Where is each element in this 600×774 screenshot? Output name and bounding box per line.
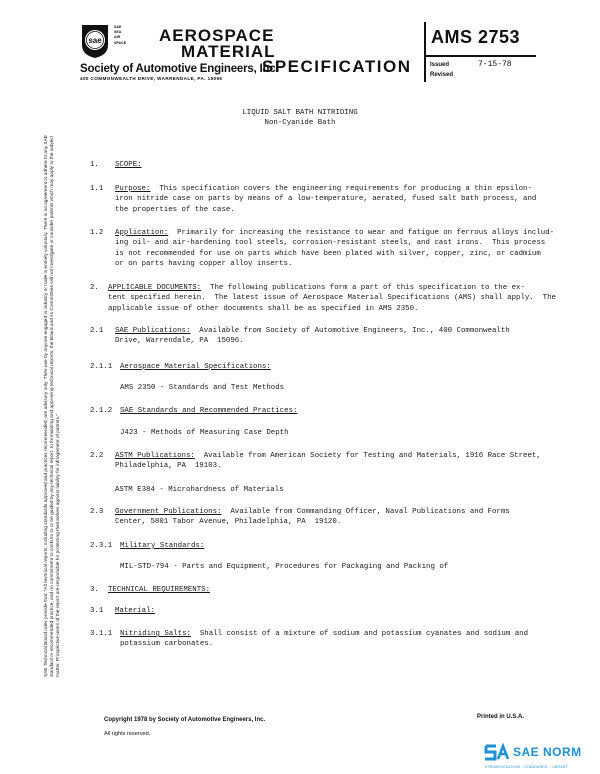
section-heading: APPLICABLE DOCUMENTS: <box>108 284 202 292</box>
rights-notice: All rights reserved. <box>104 731 151 737</box>
watermark-subtext: STRUMENTAZIONE - STANDARDS - LIBRARY <box>485 765 569 769</box>
paragraph-line: Available from Society of Automotive Engineers, Inc., 400 Commonwealth <box>199 327 510 335</box>
paragraph-line: iron nitride case on parts by means of a low-temperature, aerated, fused salt bath process, and <box>115 195 537 204</box>
reference-item: ASTM E384 - Microhardness of Materials <box>115 486 284 494</box>
section-heading: SAE Publications: <box>115 327 191 335</box>
section-paragraph <box>115 507 510 517</box>
logo-word: SPACE <box>114 40 127 45</box>
spec-number: AMS 2753 <box>431 27 521 47</box>
logo-word: SEA <box>114 30 122 35</box>
section-number: 2.3 <box>90 508 104 516</box>
paragraph-line: The following publications form a part of this specification to the ex- <box>210 284 525 292</box>
section-heading: ASTM Publications: <box>115 452 195 460</box>
logo-word: SAE <box>114 25 122 29</box>
logo-words <box>114 25 126 46</box>
title-specification: SPECIFICATION <box>262 57 412 76</box>
paragraph-line: Available from American Society for Testing and Materials, 1916 Race Street, <box>203 452 541 460</box>
section-heading: Nitriding Salts: <box>120 630 191 638</box>
section-number: 2.1 <box>90 327 104 335</box>
section-heading: Application: <box>115 229 169 237</box>
section-heading: Government Publications: <box>115 508 222 516</box>
paragraph-line: Drive, Warrendale, PA 15096. <box>115 337 244 346</box>
printed-notice: Printed in U.S.A. <box>477 714 525 720</box>
revised-label: Revised <box>430 72 454 78</box>
watermark-logo-icon <box>484 742 512 764</box>
section-paragraph <box>115 184 532 194</box>
paragraph-line: ing oil- and air-hardening tool steels, corrosion-resistant steels, and cast irons. This process <box>115 239 546 248</box>
section-number: 2.1.1 <box>90 363 113 371</box>
section-paragraph <box>115 228 554 238</box>
title-material: MATERIAL <box>181 42 276 61</box>
section-paragraph <box>108 283 525 293</box>
sae-logo <box>80 23 110 59</box>
svg-text:sae: sae <box>88 36 102 45</box>
section-paragraph <box>115 326 510 336</box>
section-number: 2. <box>90 284 99 292</box>
paragraph-line: Primarily for increasing the resistance to wear and fatigue on ferrous alloys includ- <box>177 229 555 237</box>
copyright-notice: Copyright 1978 by Society of Automotive Engineers, Inc. <box>104 717 266 723</box>
reference-item: AMS 2350 - Standards and Test Methods <box>120 384 285 392</box>
section-number: 1.2 <box>90 229 104 237</box>
section-number: 2.3.1 <box>90 542 113 550</box>
logo-word: AIR <box>114 35 121 40</box>
issued-date: 7-15-78 <box>478 60 512 69</box>
paragraph-line: Shall consist of a mixture of sodium and potassium cyanates and sodium and <box>199 630 529 638</box>
paragraph-line: potassium carbonates. <box>120 640 214 649</box>
section-heading: SAE Standards and Recommended Practices: <box>120 407 298 415</box>
doc-title: LIQUID SALT BATH NITRIDING <box>242 109 358 117</box>
paragraph-line: applicable issue of other documents shall be as specified in AMS 2350. <box>108 304 419 313</box>
section-heading: SCOPE: <box>115 161 142 169</box>
section-heading: Military Standards: <box>120 542 205 550</box>
paragraph-line: Philadelphia, PA 19103. <box>115 462 222 471</box>
section-number: 2.2 <box>90 452 104 460</box>
society-name: Society of Automotive Engineers, Inc. <box>80 63 279 75</box>
section-heading: Material: <box>115 607 155 615</box>
section-number: 1.1 <box>90 185 104 193</box>
paragraph-line: Available from Commanding Officer, Naval Publications and Forms <box>230 508 510 516</box>
header-divider-horizontal <box>424 55 536 57</box>
paragraph-line: or on parts having copper alloy inserts. <box>115 260 293 269</box>
paragraph-line: the properties of the case. <box>115 205 235 214</box>
section-heading: Purpose: <box>115 185 151 193</box>
society-address: 400 COMMONWEALTH DRIVE, WARRENDALE, PA. 15096 <box>80 76 223 81</box>
section-heading: TECHNICAL REQUIREMENTS: <box>108 586 211 594</box>
section-paragraph <box>120 629 528 639</box>
paragraph-line: tent specified herein. The latest issue of Aerospace Material Specifications (AMS) shall apply. The <box>108 294 556 303</box>
reference-item: J423 - Methods of Measuring Case Depth <box>120 429 289 437</box>
issued-label: Issued <box>430 62 450 68</box>
doc-subtitle: Non-Cyanide Bath <box>264 119 336 127</box>
paragraph-line: This specification covers the engineering requirements for producing a thin epsilon- <box>159 185 532 193</box>
watermark-text: SAE NORM <box>513 745 582 759</box>
legal-notice: SAE Technical Board rules provide that: "All technical reports, including standards approved and practices recommended, are advisory only. Their use by anyone engaged in industry or trade is entirely voluntary. There is no agreement to adhere to any SAE standard or recommended practice, and no commitment to conform to or be guided by any technical report. In formulating and approving technical reports, the Board and its Committees will not investigate or consider patents which may apply to the subject matter. Prospective users of the report are responsible for protecting themselves against liability for infringement of patents." <box>44 134 61 677</box>
header-divider-vertical <box>424 22 426 82</box>
reference-item: MIL-STD-794 - Parts and Equipment, Procedures for Packaging and Packing of <box>120 563 449 571</box>
title-aerospace: AEROSPACE <box>159 26 275 45</box>
paragraph-line: is not recommended for use on parts which have been plated with silver, copper, zinc, or cadmium <box>115 249 541 258</box>
section-number: 2.1.2 <box>90 407 113 415</box>
section-number: 3.1 <box>90 607 104 615</box>
section-paragraph <box>115 451 541 461</box>
section-number: 1. <box>90 161 99 169</box>
section-number: 3. <box>90 586 99 594</box>
paragraph-line: Center, 5801 Tabor Avenue, Philadelphia, PA 19120. <box>115 518 342 527</box>
section-number: 3.1.1 <box>90 630 113 638</box>
section-heading: Aerospace Material Specifications: <box>120 363 271 371</box>
